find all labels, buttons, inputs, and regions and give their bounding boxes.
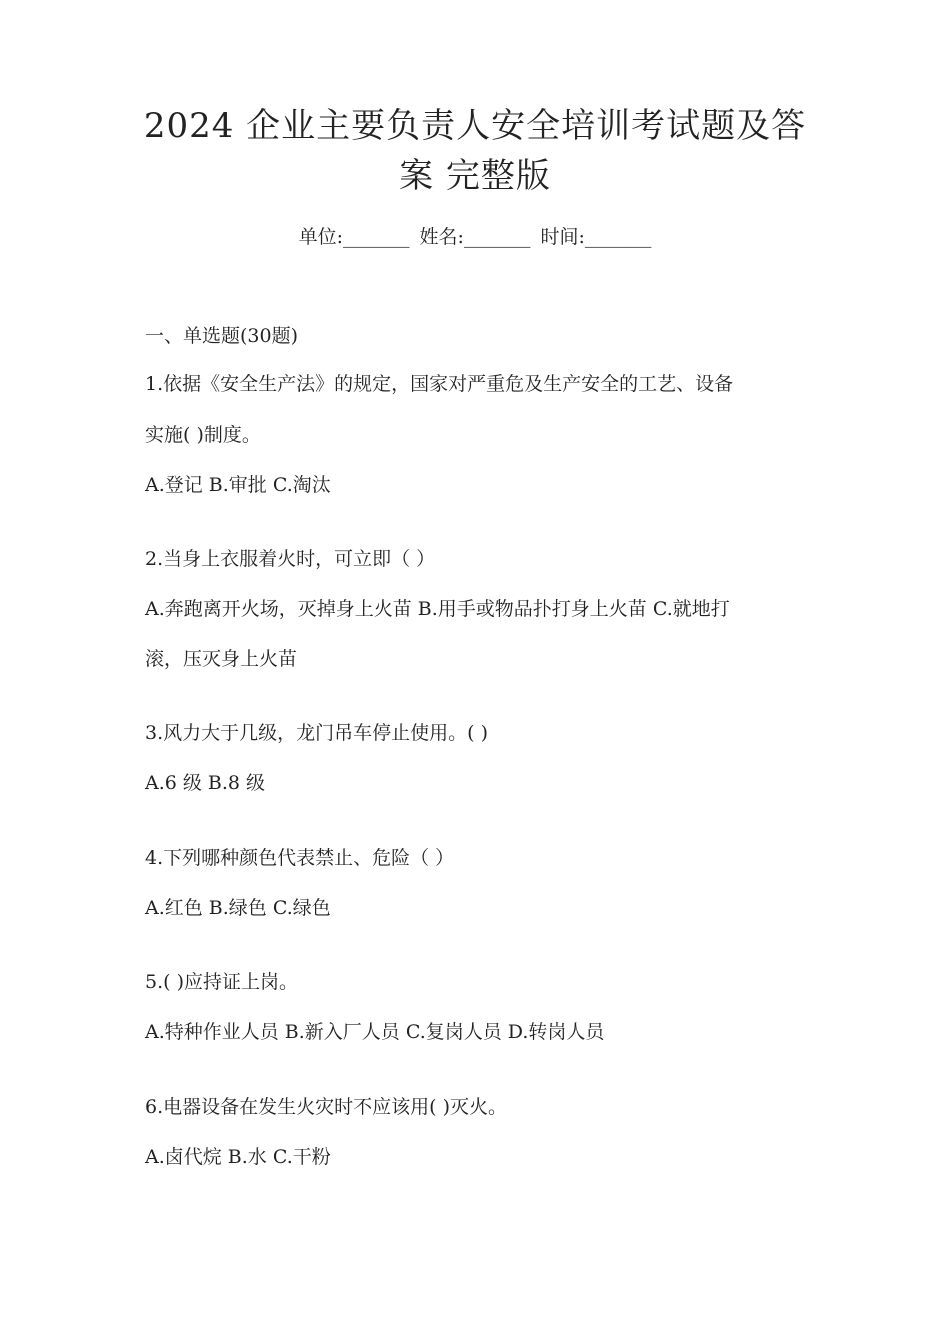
question-6-text: 6.电器设备在发生火灾时不应该用( )灭火。	[145, 1096, 507, 1118]
question-2-options-line-2: 滚，压灭身上火苗	[145, 648, 298, 670]
question-1-text-line-2: 实施( )制度。	[145, 424, 261, 446]
question-1-options: A.登记 B.审批 C.淘汰	[145, 474, 331, 496]
time-field: 时间:_______	[540, 226, 652, 248]
name-field: 姓名:_______	[419, 226, 531, 248]
question-3-text: 3.风力大于几级，龙门吊车停止使用。( )	[145, 722, 488, 744]
question-1-text-line-1: 1.依据《安全生产法》的规定，国家对严重危及生产安全的工艺、设备	[145, 373, 734, 395]
document-title-line-1: 2024 企业主要负责人安全培训考试题及答	[143, 106, 807, 146]
unit-field: 单位:_______	[298, 226, 410, 248]
question-3-options: A.6 级 B.8 级	[145, 772, 266, 794]
info-fields	[0, 224, 950, 250]
question-4-text: 4.下列哪种颜色代表禁止、危险（ ）	[145, 847, 455, 869]
document-title-line-2: 案 完整版	[399, 156, 551, 196]
question-2-options-line-1: A.奔跑离开火场，灭掉身上火苗 B.用手或物品扑打身上火苗 C.就地打	[145, 598, 730, 620]
question-4-options: A.红色 B.绿色 C.绿色	[145, 897, 331, 919]
question-5-text: 5.( )应持证上岗。	[145, 971, 298, 993]
question-2-text: 2.当身上衣服着火时，可立即（ ）	[145, 548, 436, 570]
question-6-options: A.卤代烷 B.水 C.干粉	[145, 1146, 331, 1168]
question-5-options: A.特种作业人员 B.新入厂人员 C.复岗人员 D.转岗人员	[145, 1021, 605, 1043]
section-heading: 一、单选题(30题)	[145, 325, 299, 347]
